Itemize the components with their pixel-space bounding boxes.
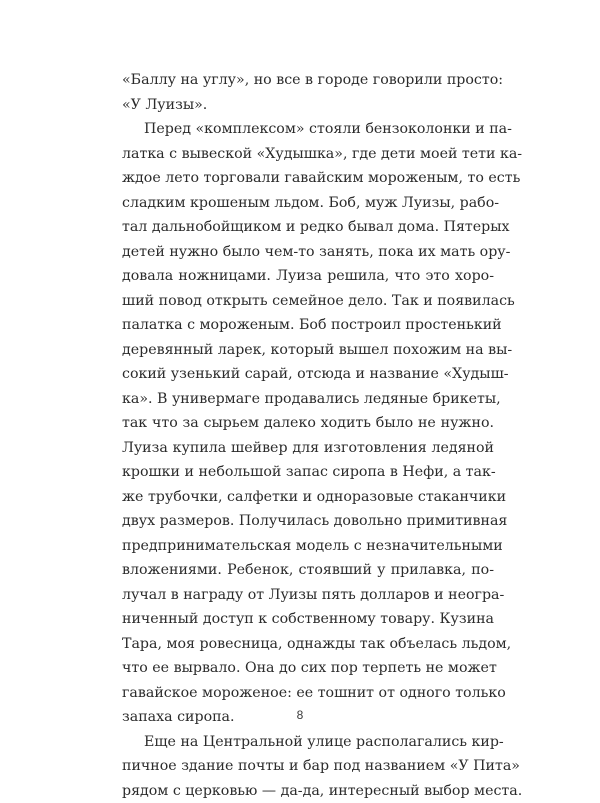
paragraph-1 — [122, 68, 494, 117]
text-line: двух размеров. Получилась довольно примитивная — [122, 509, 494, 534]
text-line: лучал в награду от Луизы пять долларов и неогра- — [122, 583, 494, 608]
text-line: Тара, моя ровесница, однажды так объелась льдом, — [122, 632, 494, 657]
text-line: палатка с мороженым. Боб построил простенький — [122, 313, 494, 338]
text-line: сладким крошеным льдом. Боб, муж Луизы, рабо- — [122, 191, 494, 216]
text-line: что ее вырвало. Она до сих пор терпеть не может — [122, 656, 494, 681]
text-line: деревянный ларек, который вышел похожим на вы- — [122, 338, 494, 363]
text-line: латка с вывеской «Худышка», где дети моей тети ка- — [122, 142, 494, 167]
text-line: сокий узенький сарай, отсюда и название «Худыш- — [122, 362, 494, 387]
text-line: предпринимательская модель с незначительными — [122, 534, 494, 559]
text-line: крошки и небольшой запас сиропа в Нефи, а так- — [122, 460, 494, 485]
text-line: гавайское мороженое: ее тошнит от одного только — [122, 681, 494, 706]
text-line: Луиза купила шейвер для изготовления ледяной — [122, 436, 494, 461]
text-line: ниченный доступ к собственному товару. Кузина — [122, 607, 494, 632]
text-line: «Баллу на углу», но все в городе говорили просто: — [122, 68, 494, 93]
text-line: ка». В универмаге продавались ледяные брикеты, — [122, 387, 494, 412]
text-line: тал дальнобойщиком и редко бывал дома. Пятерых — [122, 215, 494, 240]
text-line: «У Луизы». — [122, 93, 494, 118]
page-number: 8 — [0, 708, 600, 722]
text-line: ждое лето торговали гавайским мороженым, то есть — [122, 166, 494, 191]
text-line: ший повод открыть семейное дело. Так и появилась — [122, 289, 494, 314]
text-line: пичное здание почты и бар под названием «У Пита» — [122, 754, 494, 779]
paragraph-3 — [122, 730, 494, 803]
text-line: Еще на Центральной улице располагались кир- — [122, 730, 494, 755]
text-line: довала ножницами. Луиза решила, что это хоро- — [122, 264, 494, 289]
text-line: запаха сиропа. — [122, 705, 494, 730]
book-page-text — [122, 68, 494, 803]
text-line: вложениями. Ребенок, стоявший у прилавка, по- — [122, 558, 494, 583]
text-line: рядом с церковью — да-да, интересный выбор места. — [122, 779, 494, 803]
text-line: так что за сырьем далеко ходить было не нужно. — [122, 411, 494, 436]
text-line: же трубочки, салфетки и одноразовые стаканчики — [122, 485, 494, 510]
text-line: Перед «комплексом» стояли бензоколонки и па- — [122, 117, 494, 142]
text-line: детей нужно было чем-то занять, пока их мать ору- — [122, 240, 494, 265]
paragraph-2 — [122, 117, 494, 730]
